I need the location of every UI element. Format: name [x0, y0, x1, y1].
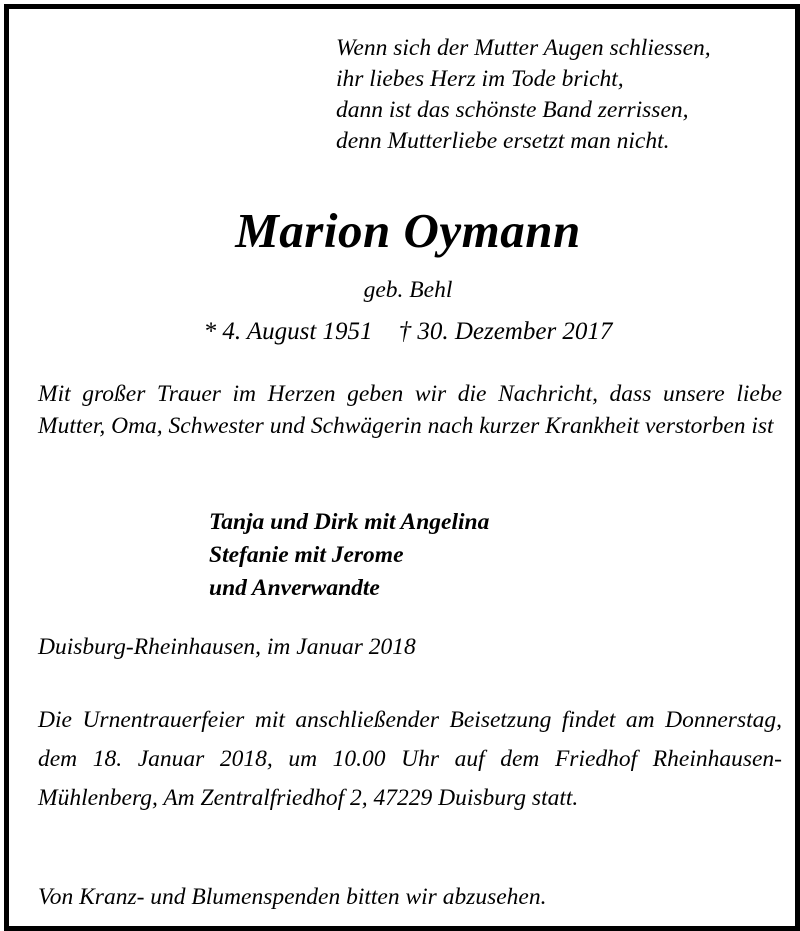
birth-date: * 4. August 1951	[203, 318, 373, 345]
deceased-name: Marion Oymann	[235, 203, 581, 258]
mourner-entry: und Anverwandte	[209, 575, 380, 601]
maiden-name: geb. Behl	[363, 277, 453, 303]
life-dates	[9, 316, 800, 348]
memorial-poem	[336, 33, 711, 157]
poem-line: Wenn sich der Mutter Augen schliessen,	[336, 35, 711, 61]
obituary-frame	[4, 4, 800, 931]
announcement-text: Mit großer Trauer im Herzen geben wir die Nachricht, dass unsere liebe Mutter, Oma, Schwester und Schwägerin nach kurzer Krankheit verstorben ist	[38, 381, 782, 439]
flowers-note: Von Kranz- und Blumenspenden bitten wir abzusehen.	[38, 884, 547, 910]
death-date: † 30. Dezember 2017	[398, 318, 613, 345]
mourner-entry: Tanja und Dirk mit Angelina	[209, 509, 490, 535]
poem-line: dann ist das schönste Band zerrissen,	[336, 97, 689, 123]
poem-line: ihr liebes Herz im Tode bricht,	[336, 66, 624, 92]
poem-line: denn Mutterliebe ersetzt man nicht.	[336, 128, 670, 154]
mourners-list	[209, 506, 489, 605]
place-and-date: Duisburg-Rheinhausen, im Januar 2018	[38, 634, 416, 660]
mourner-entry: Stefanie mit Jerome	[209, 542, 404, 568]
ceremony-details: Die Urnentrauerfeier mit anschließender Beisetzung findet am Donnerstag, dem 18. Januar 2018, um 10.00 Uhr auf dem Friedhof Rheinhausen-Mühlenberg, Am Zentralfriedhof 2, 47229 Duisburg statt.	[38, 707, 782, 811]
